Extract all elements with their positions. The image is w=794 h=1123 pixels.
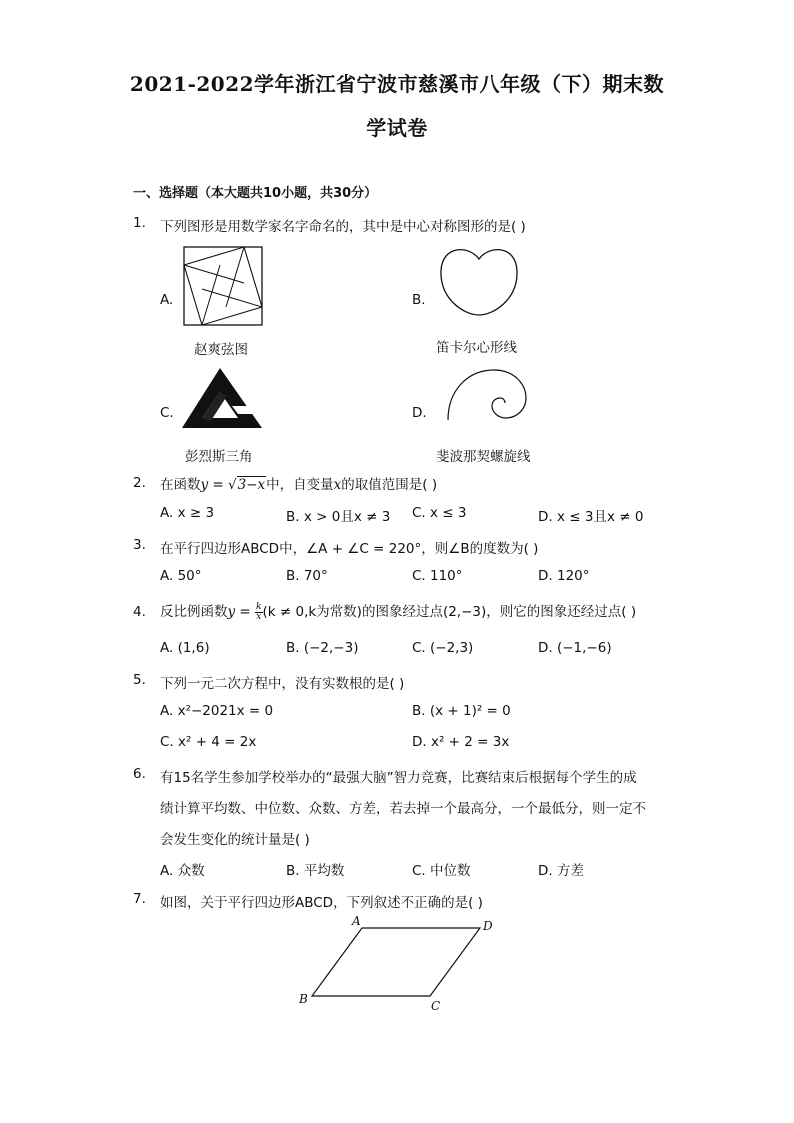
q1-option-b-caption: 笛卡尔心形线 <box>436 340 517 356</box>
q2-func-lhs: y = <box>200 477 229 493</box>
q4-option-d: D. (−1,−6) <box>538 640 612 656</box>
q3-text: 在平行四边形ABCD中，∠A + ∠C = 220°，则∠B的度数为( ) <box>160 541 539 557</box>
q2-option-c: C. x ≤ 3 <box>412 505 467 521</box>
q4-lhs: y = <box>227 604 256 620</box>
q6-option-d: D. 方差 <box>538 863 584 879</box>
q3-number: 3. <box>133 537 146 553</box>
q4-option-a: A. (1,6) <box>160 640 210 656</box>
q4-frac-den: x <box>256 611 262 622</box>
q2-text-pre: 在函数 <box>160 477 201 493</box>
parallelogram-shape <box>312 928 480 996</box>
q1-option-b-label: B. <box>412 292 426 308</box>
q2-option-b: B. x > 0且x ≠ 3 <box>286 509 391 525</box>
q3-option-d: D. 120° <box>538 568 590 584</box>
q4-text-pre: 反比例函数 <box>160 604 228 620</box>
q2-option-d: D. x ≤ 3且x ≠ 0 <box>538 509 644 525</box>
q2-radicand: 3−x <box>237 477 266 493</box>
q1-option-c-caption: 彭烈斯三角 <box>185 449 253 465</box>
cardioid-curve-icon <box>436 245 522 317</box>
q2-number: 2. <box>133 475 146 491</box>
q6-line1: 有15名学生参加学校举办的“最强大脑”智力竞赛，比赛结束后根据每个学生的成 <box>160 770 637 786</box>
q5-option-a: A. x²−2021x = 0 <box>160 703 274 719</box>
vertex-a-label: A <box>352 914 361 928</box>
q3-option-c: C. 110° <box>412 568 463 584</box>
q4-text <box>160 600 636 622</box>
penrose-triangle-icon <box>180 366 264 434</box>
q1-option-a-label: A. <box>160 292 174 308</box>
q3-option-a: A. 50° <box>160 568 202 584</box>
q6-line3: 会发生变化的统计量是( ) <box>160 832 310 848</box>
q6-option-a: A. 众数 <box>160 863 205 879</box>
q2-text-post: 中，自变量 <box>266 477 334 493</box>
q6-line2: 绩计算平均数、中位数、众数、方差，若去掉一个最高分，一个最低分，则一定不 <box>160 801 646 817</box>
q6-number: 6. <box>133 766 146 782</box>
q1-option-c-label: C. <box>160 405 174 421</box>
q4-text-post: (k ≠ 0,k为常数)的图象经过点(2,−3)，则它的图象还经过点( ) <box>262 604 637 620</box>
q7-text: 如图，关于平行四边形ABCD，下列叙述不正确的是( ) <box>160 895 483 911</box>
q4-frac-num: k <box>256 601 262 612</box>
q2-sqrt: √3−x <box>228 477 266 493</box>
fibonacci-spiral-icon <box>444 366 528 422</box>
q2-option-a: A. x ≥ 3 <box>160 505 215 521</box>
vertex-d-label: D <box>483 919 493 933</box>
q2-text <box>160 473 437 493</box>
q7-number: 7. <box>133 891 146 907</box>
q5-text: 下列一元二次方程中，没有实数根的是( ) <box>160 676 405 692</box>
q6-option-c: C. 中位数 <box>412 863 471 879</box>
q4-option-c: C. (−2,3) <box>412 640 474 656</box>
q1-text: 下列图形是用数学家名字命名的，其中是中心对称图形的是( ) <box>160 219 526 235</box>
page-title-line1: 2021-2022学年浙江省宁波市慈溪市八年级（下）期末数 <box>129 72 665 96</box>
parallelogram-abcd-figure <box>290 910 510 1015</box>
q1-number: 1. <box>133 215 146 231</box>
vertex-c-label: C <box>431 999 441 1013</box>
q5-option-b: B. (x + 1)² = 0 <box>412 703 511 719</box>
q4-number: 4. <box>133 604 146 620</box>
vertex-b-label: B <box>299 992 308 1006</box>
q5-option-d: D. x² + 2 = 3x <box>412 734 510 750</box>
zhaoshuang-diagram-icon <box>182 245 264 327</box>
q2-text-post2: 的取值范围是( ) <box>341 477 438 493</box>
q2-var: x <box>333 477 342 493</box>
q4-option-b: B. (−2,−3) <box>286 640 359 656</box>
q3-option-b: B. 70° <box>286 568 328 584</box>
q6-option-b: B. 平均数 <box>286 863 345 879</box>
q1-option-d-caption: 斐波那契螺旋线 <box>436 449 531 465</box>
section-header: 一、选择题（本大题共10小题，共30分） <box>133 186 378 201</box>
q4-fraction <box>255 603 262 622</box>
q5-number: 5. <box>133 672 146 688</box>
q1-option-d-label: D. <box>412 405 427 421</box>
page-title-line2: 学试卷 <box>366 116 428 140</box>
q1-option-a-caption: 赵爽弦图 <box>194 342 248 358</box>
q5-option-c: C. x² + 4 = 2x <box>160 734 257 750</box>
